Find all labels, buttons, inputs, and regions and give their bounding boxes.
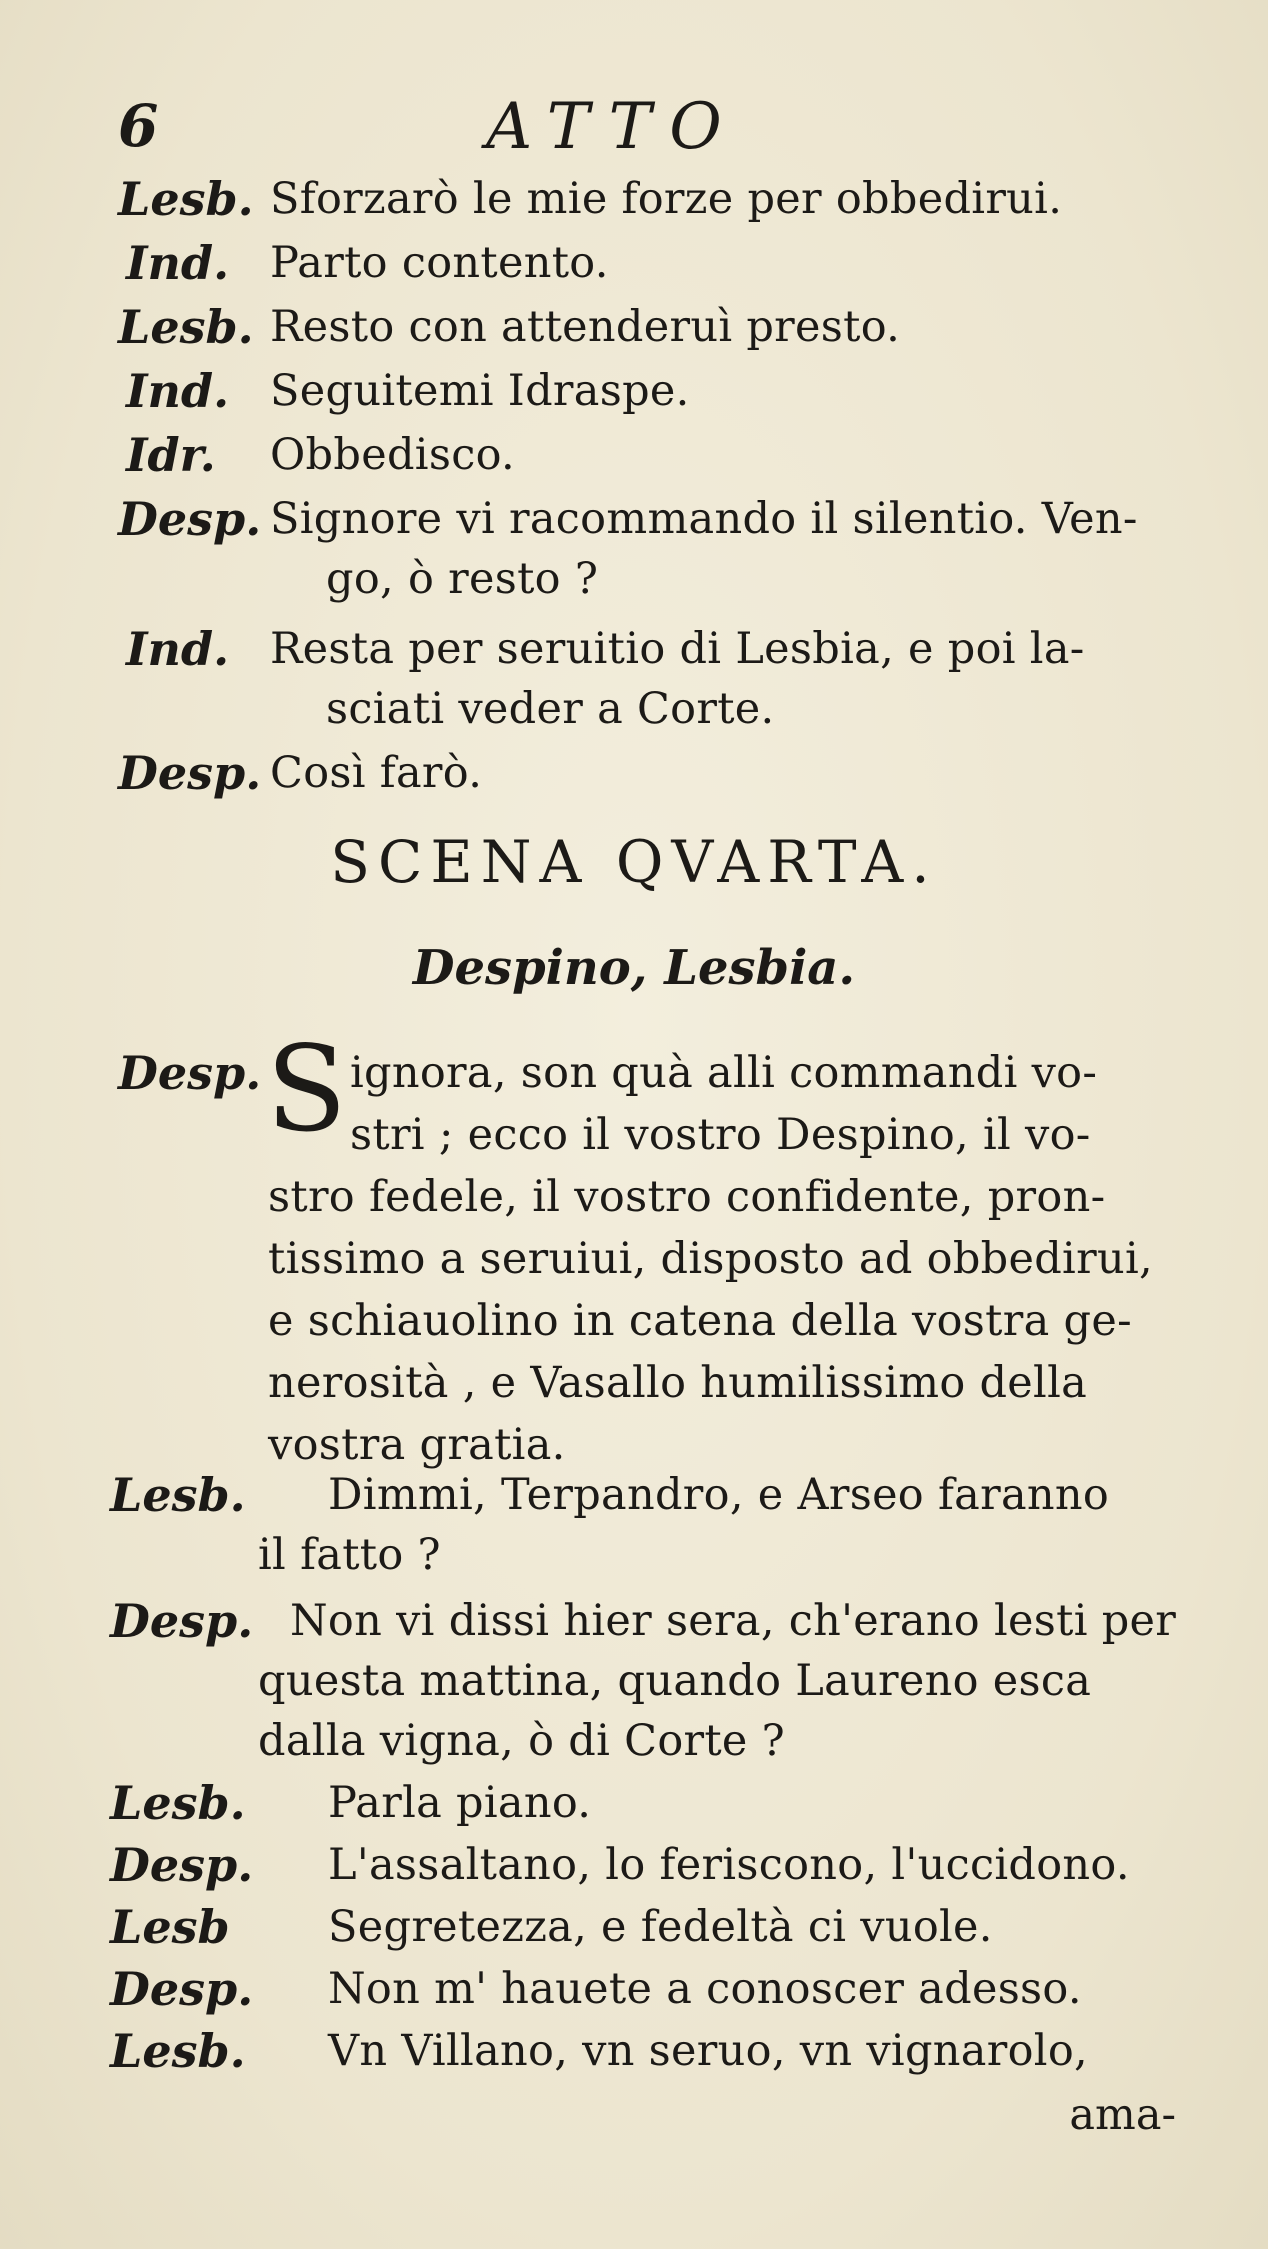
page-number: 6 [118, 92, 159, 160]
dialogue-text: Vn Villano, vn seruo, vn vignarolo, [328, 2026, 1088, 2076]
speaker-label: Ind. [126, 364, 230, 418]
dialogue-text: Resta per seruitio di Lesbia, e poi la- [270, 624, 1085, 674]
dialogue-text: L'assaltano, lo feriscono, l'uccidono. [328, 1840, 1130, 1890]
speaker-label: Lesb. [118, 300, 254, 354]
dialogue-text: tissimo a seruiui, disposto ad obbedirui, [268, 1234, 1153, 1284]
speaker-label: Lesb. [118, 172, 254, 226]
dialogue-text: questa mattina, quando Laureno esca [258, 1656, 1092, 1706]
speaker-label: Lesb. [110, 1468, 246, 1522]
dialogue-text: Obbedisco. [270, 430, 515, 480]
speaker-label: Desp. [110, 1594, 254, 1648]
running-head: ATTO [486, 90, 740, 164]
dialogue-text: e schiauolino in catena della vostra ge- [268, 1296, 1132, 1346]
dialogue-text: sciati veder a Corte. [326, 684, 775, 734]
scene-title: SCENA QVARTA. [330, 828, 938, 896]
dialogue-text: Sforzarò le mie forze per obbedirui. [270, 174, 1063, 224]
speaker-label: Ind. [126, 622, 230, 676]
dialogue-text: Segretezza, e fedeltà ci vuole. [328, 1902, 993, 1952]
speaker-label: Desp. [118, 1046, 262, 1100]
page-header [118, 92, 1178, 172]
drop-cap: S [266, 1020, 347, 1158]
speaker-label: Lesb. [110, 1776, 246, 1830]
dialogue-text: stri ; ecco il vostro Despino, il vo- [350, 1110, 1091, 1160]
dialogue-text: Parla piano. [328, 1778, 592, 1828]
speaker-label: Desp. [110, 1838, 254, 1892]
speaker-label: Idr. [126, 428, 216, 482]
speaker-label: Lesb [110, 1900, 230, 1954]
speaker-label: Desp. [110, 1962, 254, 2016]
dialogue-text: Resto con attenderuì presto. [270, 302, 901, 352]
dialogue-text: ignora, son quà alli commandi vo- [350, 1048, 1098, 1098]
dialogue-text: Dimmi, Terpandro, e Arseo faranno [328, 1470, 1110, 1520]
scene-characters: Despino, Lesbia. [412, 940, 856, 996]
dialogue-text: vostra gratia. [268, 1420, 566, 1470]
speaker-label: Desp. [118, 746, 262, 800]
dialogue-text: Non vi dissi hier sera, ch'erano lesti per [290, 1596, 1177, 1646]
dialogue-text: Signore vi racommando il silentio. Ven- [270, 494, 1138, 544]
dialogue-text: Parto contento. [270, 238, 609, 288]
dialogue-text: dalla vigna, ò di Corte ? [258, 1716, 786, 1766]
dialogue-text: stro fedele, il vostro confidente, pron- [268, 1172, 1106, 1222]
speaker-label: Ind. [126, 236, 230, 290]
dialogue-text: Seguitemi Idraspe. [270, 366, 690, 416]
speaker-label: Desp. [118, 492, 262, 546]
dialogue-text: il fatto ? [258, 1530, 441, 1580]
dialogue-text: nerosità , e Vasallo humilissimo della [268, 1358, 1088, 1408]
dialogue-text: Non m' hauete a conoscer adesso. [328, 1964, 1082, 2014]
catchword: ama- [1069, 2090, 1176, 2140]
dialogue-text: go, ò resto ? [326, 554, 599, 604]
speaker-label: Lesb. [110, 2024, 246, 2078]
dialogue-text: Così farò. [270, 748, 483, 798]
